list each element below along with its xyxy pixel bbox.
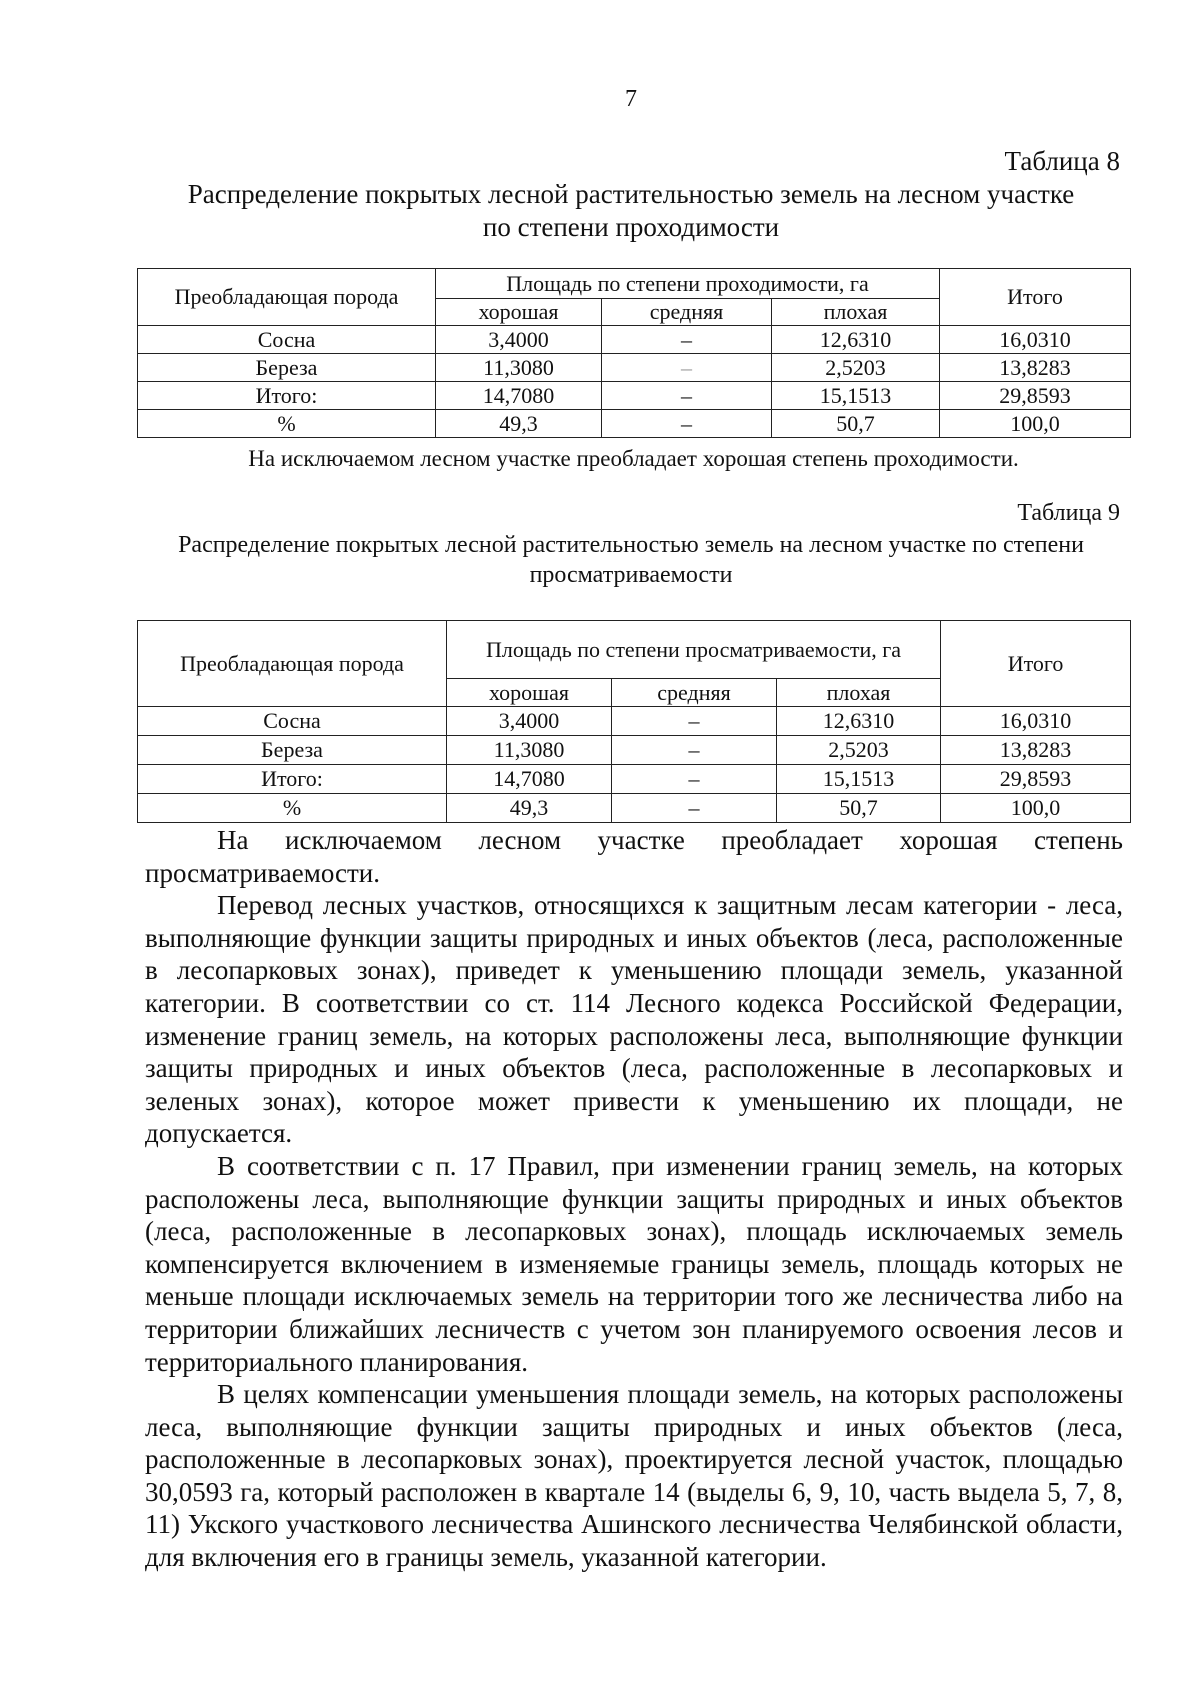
header-good: хорошая <box>436 299 602 326</box>
cell-good: 11,3080 <box>436 354 602 382</box>
table-row <box>138 707 1131 736</box>
header-species: Преобладающая порода <box>138 269 436 326</box>
cell-medium: – <box>602 326 772 354</box>
table-8-title-line-2: по степени проходимости <box>482 212 780 242</box>
cell-total: 29,8593 <box>941 765 1131 794</box>
header-good: хорошая <box>447 679 612 707</box>
header-bad: плохая <box>777 679 941 707</box>
cell-total: 100,0 <box>940 410 1131 438</box>
cell-bad: 50,7 <box>772 410 940 438</box>
body-text <box>145 824 1123 1574</box>
cell-species: Сосна <box>138 326 436 354</box>
cell-total: 13,8283 <box>940 354 1131 382</box>
header-area-group: Площадь по степени просматриваемости, га <box>447 621 941 679</box>
table-row <box>138 736 1131 765</box>
cell-medium: – <box>602 382 772 410</box>
cell-species: % <box>138 794 447 823</box>
header-total: Итого <box>941 621 1131 707</box>
table-9-title-line-1: Распределение покрытых лесной растительностью земель на лесном участке по степени <box>178 532 1084 558</box>
cell-good: 49,3 <box>436 410 602 438</box>
cell-medium: – <box>612 765 777 794</box>
cell-medium: – <box>602 410 772 438</box>
cell-total: 16,0310 <box>941 707 1131 736</box>
header-area-group: Площадь по степени проходимости, га <box>436 269 940 299</box>
cell-bad: 2,5203 <box>772 354 940 382</box>
table-9-label: Таблица 9 <box>1017 500 1120 526</box>
table-8-note: На исключаемом лесном участке преобладает хорошая степень проходимости. <box>248 446 1019 471</box>
table-row <box>138 765 1131 794</box>
cell-species: Береза <box>138 354 436 382</box>
cell-good: 3,4000 <box>447 707 612 736</box>
table-8-label: Таблица 8 <box>1004 146 1120 176</box>
cell-bad: 15,1513 <box>772 382 940 410</box>
cell-good: 3,4000 <box>436 326 602 354</box>
cell-bad: 50,7 <box>777 794 941 823</box>
cell-good: 14,7080 <box>447 765 612 794</box>
table-9-title-line-2: просматриваемости <box>529 562 733 588</box>
table-row <box>138 326 1131 354</box>
table-row <box>138 382 1131 410</box>
cell-bad: 2,5203 <box>777 736 941 765</box>
cell-bad: 12,6310 <box>772 326 940 354</box>
cell-total: 29,8593 <box>940 382 1131 410</box>
cell-total: 100,0 <box>941 794 1131 823</box>
table-row <box>138 354 1131 382</box>
table-9-title <box>130 530 1132 590</box>
header-medium: средняя <box>602 299 772 326</box>
header-total: Итого <box>940 269 1131 326</box>
paragraph: В целях компенсации уменьшения площади земель, на которых расположены леса, выполняющие функции защиты природных и иных объектов (леса, расположенные в лесопарковых зонах), проектируется лесной участок, площадью 30,0593 га, который расположен в квартале 14 (выделы 6, 9, 10, часть выдела 5, 7, 8, 11) Укского участкового лесничества Ашинского лесничества Челябинской области, для включения его в границы земель, указанной категории. <box>145 1379 1123 1573</box>
cell-good: 11,3080 <box>447 736 612 765</box>
header-bad: плохая <box>772 299 940 326</box>
cell-medium: – <box>602 354 772 382</box>
cell-medium: – <box>612 707 777 736</box>
header-medium: средняя <box>612 679 777 707</box>
table-8-title <box>130 178 1132 244</box>
paragraph: В соответствии с п. 17 Правил, при изменении границ земель, на которых расположены леса, выполняющие функции защиты природных и иных объектов (леса, расположенные в лесопарковых зонах), площадь исключаемых земель компенсируется включением в изменяемые границы земель, площадь которых не меньше площади исключаемых земель на территории того же лесничества либо на территории ближайших лесничеств с учетом зон планируемого освоения лесов и территориального планирования. <box>145 1150 1123 1377</box>
table-row <box>138 410 1131 438</box>
cell-species: Итого: <box>138 382 436 410</box>
cell-medium: – <box>612 794 777 823</box>
page-number: 7 <box>625 86 637 112</box>
cell-bad: 15,1513 <box>777 765 941 794</box>
table-9 <box>137 620 1131 823</box>
cell-medium: – <box>612 736 777 765</box>
cell-bad: 12,6310 <box>777 707 941 736</box>
cell-species: Сосна <box>138 707 447 736</box>
paragraph: На исключаемом лесном участке преобладает хорошая степень просматриваемости. <box>145 825 1123 888</box>
cell-total: 16,0310 <box>940 326 1131 354</box>
table-8 <box>137 268 1131 438</box>
cell-total: 13,8283 <box>941 736 1131 765</box>
cell-good: 49,3 <box>447 794 612 823</box>
cell-species: Береза <box>138 736 447 765</box>
cell-species: % <box>138 410 436 438</box>
header-species: Преобладающая порода <box>138 621 447 707</box>
table-8-title-line-1: Распределение покрытых лесной растительностью земель на лесном участке <box>187 179 1075 209</box>
table-row <box>138 794 1131 823</box>
cell-good: 14,7080 <box>436 382 602 410</box>
cell-species: Итого: <box>138 765 447 794</box>
paragraph: Перевод лесных участков, относящихся к защитным лесам категории - леса, выполняющие функции защиты природных и иных объектов (леса, расположенные в лесопарковых зонах), приведет к уменьшению площади земель, указанной категории. В соответствии со ст. 114 Лесного кодекса Российской Федерации, изменение границ земель, на которых расположены леса, выполняющие функции защиты природных и иных объектов (леса, расположенные в лесопарковых и зеленых зонах), которое может привести к уменьшению их площади, не допускается. <box>145 890 1123 1149</box>
